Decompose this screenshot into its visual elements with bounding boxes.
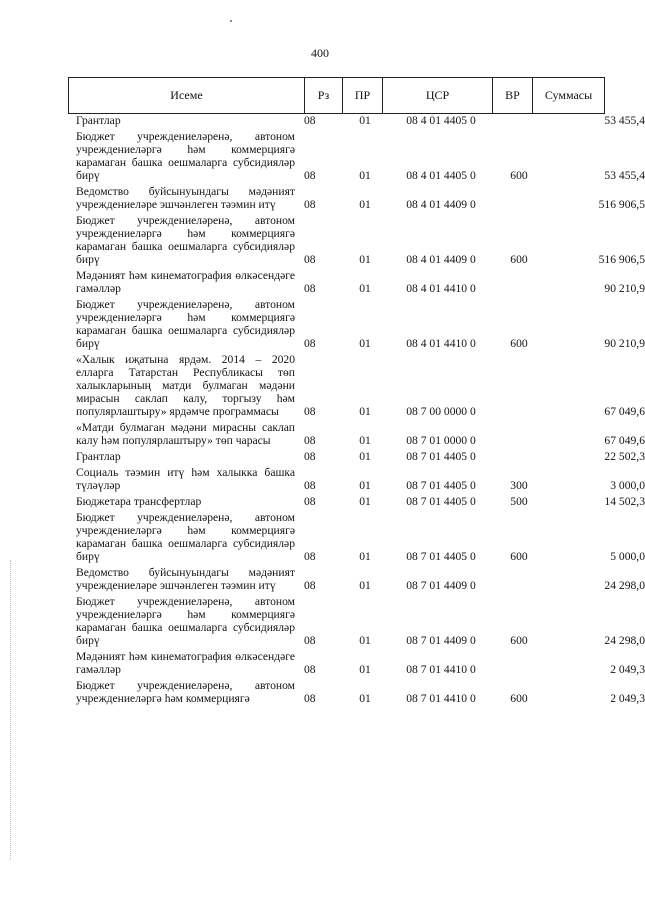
row-sum: 14 502,3 [604,495,645,508]
row-csr: 08 4 01 4410 0 [406,282,476,295]
table-row [76,185,645,211]
row-rz: 08 [304,405,316,418]
row-name: Грантлар [76,450,121,463]
row-name: Социаль тәэмин итү һәм халыкка башка түләүләр [76,466,295,492]
row-name: «Матди булмаган мәдәни мирасны саклап калу һәм популярлаштыру» төп чарасы [76,421,295,447]
row-name: Бюджет учреждениеләренә, автоном учреждениеләргә һәм коммерциягә карамаган башка оешмаларга субсидияләр бирү [76,298,295,350]
row-vr: 600 [510,634,528,647]
row-name: Бюджет учреждениеләренә, автоном учреждениеләргә һәм коммерциягә [76,679,295,705]
table-row [76,353,645,418]
table-header [68,77,605,114]
header-rz: Рз [305,78,343,114]
row-sum: 24 298,0 [604,579,645,592]
table-row [76,466,645,492]
row-pr: 01 [359,114,371,127]
row-pr: 01 [359,495,371,508]
table-row [76,114,645,127]
row-sum: 2 049,3 [610,692,645,705]
table-row [76,130,645,182]
header-pr: ПР [343,78,383,114]
row-rz: 08 [304,337,316,350]
table-row [76,421,645,447]
table-body [0,114,645,708]
row-sum: 53 455,4 [604,169,645,182]
header-vr: ВР [493,78,533,114]
row-vr: 500 [510,495,528,508]
row-csr: 08 7 01 4409 0 [406,579,476,592]
row-name: Бюджетара трансфертлар [76,495,202,508]
row-pr: 01 [359,692,371,705]
row-pr: 01 [359,450,371,463]
row-rz: 08 [304,434,316,447]
row-pr: 01 [359,282,371,295]
row-name: Ведомство буйсынуындагы мәдәният учреждениеләре эшчәнлеген тәэмин итү [76,185,295,211]
row-sum: 90 210,9 [604,337,645,350]
row-name: Бюджет учреждениеләренә, автоном учреждениеләргә һәм коммерциягә карамаган башка оешмаларга субсидияләр бирү [76,214,295,266]
row-vr: 300 [510,479,528,492]
row-pr: 01 [359,579,371,592]
table-row [76,679,645,705]
row-csr: 08 7 01 4405 0 [406,479,476,492]
row-sum: 5 000,0 [610,550,645,563]
row-name: Грантлар [76,114,121,127]
table-row [76,269,645,295]
table-row [76,298,645,350]
row-sum: 67 049,6 [604,405,645,418]
row-sum: 53 455,4 [604,114,645,127]
row-csr: 08 4 01 4409 0 [406,253,476,266]
row-sum: 90 210,9 [604,282,645,295]
row-pr: 01 [359,198,371,211]
row-csr: 08 4 01 4409 0 [406,198,476,211]
row-pr: 01 [359,634,371,647]
row-csr: 08 7 01 4405 0 [406,495,476,508]
row-csr: 08 4 01 4410 0 [406,337,476,350]
row-csr: 08 7 00 0000 0 [406,405,476,418]
row-sum: 2 049,3 [610,663,645,676]
row-sum: 516 906,5 [598,198,645,211]
row-rz: 08 [304,198,316,211]
table-row [76,595,645,647]
row-rz: 08 [304,479,316,492]
row-csr: 08 7 01 4405 0 [406,450,476,463]
row-pr: 01 [359,479,371,492]
row-rz: 08 [304,282,316,295]
row-name: Бюджет учреждениеләренә, автоном учреждениеләргә һәм коммерциягә карамаган башка оешмаларга субсидияләр бирү [76,130,295,182]
row-rz: 08 [304,634,316,647]
row-csr: 08 4 01 4405 0 [406,114,476,127]
header-csr: ЦСР [383,78,493,114]
table-row [76,495,645,508]
table-row [76,511,645,563]
table-row [76,450,645,463]
row-name: Ведомство буйсынуындагы мәдәният учреждениеләре эшчәнлеген тәэмин итү [76,566,295,592]
row-rz: 08 [304,253,316,266]
row-csr: 08 7 01 4410 0 [406,692,476,705]
row-sum: 24 298,0 [604,634,645,647]
row-csr: 08 7 01 4410 0 [406,663,476,676]
row-sum: 67 049,6 [604,434,645,447]
row-name: «Халык иҗатына ярдәм. 2014 – 2020 елларга Татарстан Республикасы төп халыкларының матди булмаган мәдәни мирасын саклап калу, торгызу һәм популярлаштыру» ярдәмче программасы [76,353,295,418]
row-pr: 01 [359,337,371,350]
row-vr: 600 [510,550,528,563]
scan-speck [230,20,232,22]
row-rz: 08 [304,579,316,592]
row-name: Бюджет учреждениеләренә, автоном учреждениеләргә һәм коммерциягә карамаган башка оешмаларга субсидияләр бирү [76,595,295,647]
row-csr: 08 7 01 0000 0 [406,434,476,447]
row-vr: 600 [510,169,528,182]
row-rz: 08 [304,495,316,508]
row-rz: 08 [304,450,316,463]
row-rz: 08 [304,550,316,563]
row-pr: 01 [359,434,371,447]
row-pr: 01 [359,550,371,563]
row-rz: 08 [304,169,316,182]
row-pr: 01 [359,253,371,266]
page-number: 400 [311,46,329,60]
table-row [76,214,645,266]
row-sum: 516 906,5 [598,253,645,266]
row-csr: 08 4 01 4405 0 [406,169,476,182]
row-vr: 600 [510,337,528,350]
row-name: Мәдәният һәм кинематография өлкәсендәге гамәлләр [76,269,295,295]
row-name: Бюджет учреждениеләренә, автоном учреждениеләргә һәм коммерциягә карамаган башка оешмаларга субсидияләр бирү [76,511,295,563]
row-csr: 08 7 01 4409 0 [406,634,476,647]
header-name: Исеме [69,78,305,114]
row-pr: 01 [359,169,371,182]
row-vr: 600 [510,692,528,705]
table-row [76,566,645,592]
row-sum: 22 502,3 [604,450,645,463]
row-pr: 01 [359,405,371,418]
header-sum: Суммасы [533,78,605,114]
row-rz: 08 [304,663,316,676]
row-csr: 08 7 01 4405 0 [406,550,476,563]
row-pr: 01 [359,663,371,676]
row-sum: 3 000,0 [610,479,645,492]
row-vr: 600 [510,253,528,266]
row-rz: 08 [304,114,316,127]
table-row [76,650,645,676]
row-name: Мәдәният һәм кинематография өлкәсендәге гамәлләр [76,650,295,676]
row-rz: 08 [304,692,316,705]
